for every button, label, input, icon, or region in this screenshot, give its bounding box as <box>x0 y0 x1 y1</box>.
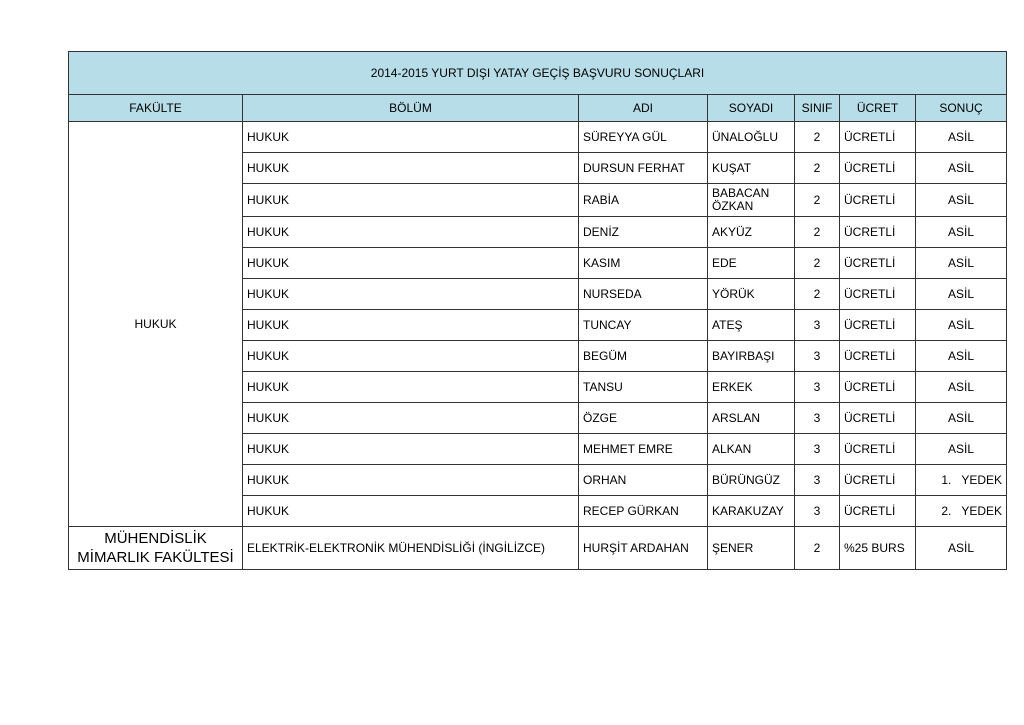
bolum-cell: HUKUK <box>243 184 579 217</box>
adi-cell: DENİZ <box>579 217 708 248</box>
sinif-cell: 2 <box>795 184 840 217</box>
adi-cell: TANSU <box>579 372 708 403</box>
sonuc-cell: ASİL <box>916 310 1007 341</box>
adi-cell: HURŞİT ARDAHAN <box>579 527 708 570</box>
sonuc-cell: ASİL <box>916 122 1007 153</box>
soyadi-cell: BAYIRBAŞI <box>708 341 795 372</box>
col-header-bolum: BÖLÜM <box>243 95 579 122</box>
bolum-cell: HUKUK <box>243 465 579 496</box>
col-header-fakulte: FAKÜLTE <box>69 95 243 122</box>
ucret-cell: %25 BURS <box>840 527 916 570</box>
adi-cell: DURSUN FERHAT <box>579 153 708 184</box>
sonuc-cell: ASİL <box>916 184 1007 217</box>
ucret-cell: ÜCRETLİ <box>840 279 916 310</box>
bolum-cell: HUKUK <box>243 122 579 153</box>
sinif-cell: 2 <box>795 279 840 310</box>
soyadi-cell: BÜRÜNGÜZ <box>708 465 795 496</box>
sonuc-text: YEDEK <box>961 472 1003 487</box>
sonuc-cell: ASİL <box>916 434 1007 465</box>
bolum-cell: HUKUK <box>243 310 579 341</box>
soyadi-cell: KUŞAT <box>708 153 795 184</box>
results-table <box>68 51 1007 570</box>
sinif-cell: 3 <box>795 403 840 434</box>
sonuc-cell: ASİL <box>916 341 1007 372</box>
bolum-cell: HUKUK <box>243 217 579 248</box>
table-title: 2014-2015 YURT DIŞI YATAY GEÇİŞ BAŞVURU SONUÇLARI <box>69 52 1007 95</box>
col-header-sonuc: SONUÇ <box>916 95 1007 122</box>
adi-cell: SÜREYYA GÜL <box>579 122 708 153</box>
adi-cell: NURSEDA <box>579 279 708 310</box>
ucret-cell: ÜCRETLİ <box>840 122 916 153</box>
ucret-cell: ÜCRETLİ <box>840 248 916 279</box>
soyadi-cell: BABACAN ÖZKAN <box>708 184 795 217</box>
ucret-cell: ÜCRETLİ <box>840 403 916 434</box>
ucret-cell: ÜCRETLİ <box>840 184 916 217</box>
ucret-cell: ÜCRETLİ <box>840 465 916 496</box>
sinif-cell: 3 <box>795 310 840 341</box>
faculty-cell-muhendislik <box>69 527 243 570</box>
sinif-cell: 3 <box>795 496 840 527</box>
title-row <box>69 52 1007 95</box>
table-row <box>69 527 1007 570</box>
table-row <box>69 122 1007 153</box>
adi-cell: RECEP GÜRKAN <box>579 496 708 527</box>
adi-cell: TUNCAY <box>579 310 708 341</box>
sonuc-cell <box>916 465 1007 496</box>
col-header-adi: ADI <box>579 95 708 122</box>
bolum-cell: ELEKTRİK-ELEKTRONİK MÜHENDİSLİĞİ (İNGİLİZCE) <box>243 527 579 570</box>
sinif-cell: 2 <box>795 527 840 570</box>
adi-cell: KASIM <box>579 248 708 279</box>
bolum-cell: HUKUK <box>243 372 579 403</box>
sinif-cell: 2 <box>795 122 840 153</box>
sonuc-list-number: 1. <box>941 472 952 487</box>
soyadi-cell: EDE <box>708 248 795 279</box>
col-header-sinif: SINIF <box>795 95 840 122</box>
sinif-cell: 3 <box>795 341 840 372</box>
bolum-cell: HUKUK <box>243 248 579 279</box>
ucret-cell: ÜCRETLİ <box>840 153 916 184</box>
sinif-cell: 2 <box>795 217 840 248</box>
sonuc-cell: ASİL <box>916 372 1007 403</box>
faculty-line-1: MÜHENDİSLİK <box>104 530 207 547</box>
adi-cell: RABİA <box>579 184 708 217</box>
faculty-line-2: MİMARLIK FAKÜLTESİ <box>77 549 234 566</box>
sonuc-list-number: 2. <box>941 503 952 518</box>
sonuc-cell: ASİL <box>916 403 1007 434</box>
bolum-cell: HUKUK <box>243 153 579 184</box>
sonuc-cell: ASİL <box>916 153 1007 184</box>
ucret-cell: ÜCRETLİ <box>840 310 916 341</box>
soyadi-cell: ÜNALOĞLU <box>708 122 795 153</box>
sinif-cell: 2 <box>795 248 840 279</box>
soyadi-cell: ARSLAN <box>708 403 795 434</box>
soyadi-cell: KARAKUZAY <box>708 496 795 527</box>
sonuc-text: YEDEK <box>961 503 1003 518</box>
sonuc-cell <box>916 496 1007 527</box>
col-header-ucret: ÜCRET <box>840 95 916 122</box>
soyadi-cell: ŞENER <box>708 527 795 570</box>
sonuc-cell: ASİL <box>916 217 1007 248</box>
adi-cell: ÖZGE <box>579 403 708 434</box>
ucret-cell: ÜCRETLİ <box>840 217 916 248</box>
soyadi-cell: AKYÜZ <box>708 217 795 248</box>
bolum-cell: HUKUK <box>243 403 579 434</box>
soyadi-cell: ATEŞ <box>708 310 795 341</box>
sinif-cell: 2 <box>795 153 840 184</box>
ucret-cell: ÜCRETLİ <box>840 496 916 527</box>
bolum-cell: HUKUK <box>243 279 579 310</box>
soyadi-cell: ALKAN <box>708 434 795 465</box>
sinif-cell: 3 <box>795 465 840 496</box>
header-row <box>69 95 1007 122</box>
soyadi-cell: ERKEK <box>708 372 795 403</box>
adi-cell: ORHAN <box>579 465 708 496</box>
ucret-cell: ÜCRETLİ <box>840 341 916 372</box>
sinif-cell: 3 <box>795 434 840 465</box>
col-header-soyadi: SOYADI <box>708 95 795 122</box>
bolum-cell: HUKUK <box>243 341 579 372</box>
faculty-cell-hukuk: HUKUK <box>69 122 243 527</box>
sinif-cell: 3 <box>795 372 840 403</box>
bolum-cell: HUKUK <box>243 496 579 527</box>
ucret-cell: ÜCRETLİ <box>840 434 916 465</box>
soyadi-cell: YÖRÜK <box>708 279 795 310</box>
adi-cell: BEGÜM <box>579 341 708 372</box>
sonuc-cell: ASİL <box>916 279 1007 310</box>
sonuc-cell: ASİL <box>916 248 1007 279</box>
adi-cell: MEHMET EMRE <box>579 434 708 465</box>
bolum-cell: HUKUK <box>243 434 579 465</box>
sonuc-cell: ASİL <box>916 527 1007 570</box>
ucret-cell: ÜCRETLİ <box>840 372 916 403</box>
